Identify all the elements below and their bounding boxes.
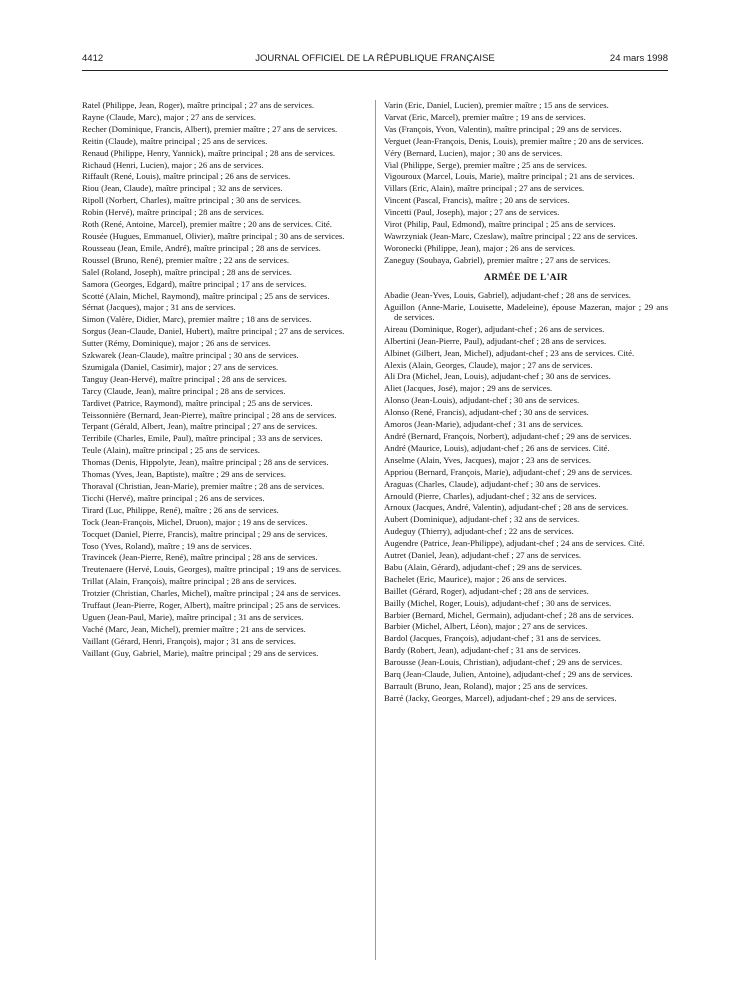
list-item: Ripoll (Norbert, Charles), maître principal ; 30 ans de services. — [82, 195, 302, 206]
list-item: Barrault (Bruno, Jean, Roland), major ; 25 ans de services. — [384, 681, 588, 691]
list-item: Roth (René, Antoine, Marcel), premier maître ; 20 ans de services. Cité. — [82, 219, 332, 230]
column-divider — [375, 100, 376, 960]
list-item: Bailly (Michel, Roger, Louis), adjudant-chef ; 30 ans de services. — [384, 597, 612, 608]
list-item: Rayne (Claude, Marc), major ; 27 ans de services. — [82, 111, 256, 122]
list-item: Ali Dra (Michel, Jean, Louis), adjudant-chef ; 30 ans de services. — [384, 371, 611, 382]
list-item: Riou (Jean, Claude), maître principal ; 32 ans de services. — [82, 183, 283, 194]
list-item: Tocquet (Daniel, Pierre, Francis), maître principal ; 29 ans de services. — [82, 528, 328, 539]
list-item: Teissonnière (Bernard, Jean-Pierre), maître principal ; 28 ans de services. — [82, 409, 337, 420]
list-item: Terpant (Gérald, Albert, Jean), maître principal ; 27 ans de services. — [82, 421, 318, 432]
list-item: Tardivet (Patrice, Raymond), maître principal ; 25 ans de services. — [82, 397, 313, 408]
list-item: Renaud (Philippe, Henry, Yannick), maître principal ; 28 ans de services. — [82, 147, 335, 158]
right-column — [384, 100, 668, 705]
list-item: Varvat (Eric, Marcel), premier maître ; 19 ans de services. — [384, 111, 586, 122]
list-item: Thoraval (Christian, Jean-Marie), premier maître ; 28 ans de services. — [82, 481, 325, 491]
list-item: Tarcy (Claude, Jean), maître principal ; 28 ans de services. — [82, 385, 286, 396]
list-item: Wawrzyniak (Jean-Marc, Czeslaw), maître principal ; 22 ans de services. — [384, 230, 638, 241]
list-item: Salel (Roland, Joseph), maître principal ; 28 ans de services. — [82, 266, 292, 277]
list-item: Autret (Daniel, Jean), adjudant-chef ; 27 ans de services. — [384, 550, 582, 561]
journal-title: JOURNAL OFFICIEL DE LA RÉPUBLIQUE FRANÇAISE — [255, 53, 495, 64]
list-item: Albertini (Jean-Pierre, Paul), adjudant-chef ; 28 ans de services. — [384, 335, 607, 346]
list-item: Vas (François, Yvon, Valentin), maître principal ; 29 ans de services. — [384, 123, 622, 134]
list-item: Vigouroux (Marcel, Louis, Marie), maître principal ; 21 ans de services. — [384, 171, 635, 182]
issue-date: 24 mars 1998 — [609, 53, 668, 64]
list-item: Reitin (Claude), maître principal ; 25 ans de services. — [82, 135, 268, 146]
list-item: Aireau (Dominique, Roger), adjudant-chef ; 26 ans de services. — [384, 323, 605, 334]
list-item: Robin (Hervé), maître principal ; 28 ans de services. — [82, 207, 264, 218]
list-item: Alonso (René, Francis), adjudant-chef ; 30 ans de services. — [384, 407, 589, 418]
list-item: Virot (Philip, Paul, Edmond), maître principal ; 25 ans de services. — [384, 219, 616, 230]
list-item: Recher (Dominique, Francis, Albert), premier maître ; 27 ans de services. — [82, 123, 338, 134]
list-item: Barq (Jean-Claude, Julien, Antoine), adjudant-chef ; 29 ans de services. — [384, 669, 633, 680]
list-item: André (Maurice, Louis), adjudant-chef ; 26 ans de services. Cité. — [384, 442, 610, 453]
list-item: Aubert (Dominique), adjudant-chef ; 32 ans de services. — [384, 514, 580, 525]
list-item: Travincek (Jean-Pierre, René), maître principal ; 28 ans de services. — [82, 552, 318, 563]
list-item: Barbier (Michel, Albert, Léon), major ; 27 ans de services. — [384, 621, 588, 632]
list-item: Trotzier (Christian, Charles, Michel), maître principal ; 24 ans de services. — [82, 588, 341, 599]
list-item: Arnould (Pierre, Charles), adjudant-chef ; 32 ans de services. — [384, 490, 597, 501]
list-item: Rousée (Hugues, Emmanuel, Olivier), maître principal ; 30 ans de services. — [82, 230, 345, 241]
list-item: Babu (Alain, Gérard), adjudant-chef ; 29 ans de services. — [384, 561, 583, 572]
list-item: André (Bernard, François, Norbert), adjudant-chef ; 29 ans de services. — [384, 430, 632, 441]
list-item: Thomas (Yves, Jean, Baptiste), maître ; 29 ans de services. — [82, 469, 286, 480]
list-item: Audeguy (Thierry), adjudant-chef ; 22 ans de services. — [384, 526, 574, 537]
list-item: Sorgus (Jean-Claude, Daniel, Hubert), maître principal ; 27 ans de services. — [82, 326, 345, 337]
list-item: Tirard (Luc, Philippe, René), maître ; 26 ans de services. — [82, 504, 279, 515]
list-item: Sérnat (Jacques), major ; 31 ans de services. — [82, 302, 236, 313]
list-item: Araguas (Charles, Claude), adjudant-chef ; 30 ans de services. — [384, 478, 601, 489]
right-column-bottom-list — [384, 290, 668, 704]
list-item: Verguet (Jean-François, Denis, Louis), premier maître ; 20 ans de services. — [384, 135, 644, 146]
page-number: 4412 — [82, 53, 104, 64]
list-item: Aguillon (Anne-Marie, Louisette, Madeleine), épouse Mazeran, major ; 29 ans de services. — [384, 301, 668, 322]
list-item: Roussel (Bruno, René), premier maître ; 22 ans de services. — [82, 254, 289, 265]
page-header — [82, 53, 668, 69]
list-item: Uguen (Jean-Paul, Marie), maître principal ; 31 ans de services. — [82, 611, 304, 622]
list-item: Alexis (Alain, Georges, Claude), major ; 27 ans de services. — [384, 359, 593, 370]
list-item: Thomas (Denis, Hippolyte, Jean), maître principal ; 28 ans de services. — [82, 457, 329, 468]
list-item: Treutenaere (Hervé, Louis, Georges), maître principal ; 19 ans de services. — [82, 564, 342, 575]
section-title: ARMÉE DE L'AIR — [484, 273, 568, 284]
left-column — [82, 100, 367, 660]
list-item: Vial (Philippe, Serge), premier maître ; 25 ans de services. — [384, 159, 587, 170]
list-item: Barré (Jacky, Georges, Marcel), adjudant-chef ; 29 ans de services. — [384, 692, 617, 703]
list-item: Bardy (Robert, Jean), adjudant-chef ; 31 ans de services. — [384, 645, 581, 656]
list-item: Vincetti (Paul, Joseph), major ; 27 ans de services. — [384, 207, 560, 218]
list-item: Arnoux (Jacques, André, Valentin), adjudant-chef ; 28 ans de services. — [384, 502, 629, 513]
list-item: Szkwarek (Jean-Claude), maître principal ; 30 ans de services. — [82, 350, 299, 361]
list-item: Richaud (Henri, Lucien), major ; 26 ans de services. — [82, 159, 264, 170]
list-item: Scotté (Alain, Michel, Raymond), maître principal ; 25 ans de services. — [82, 290, 330, 301]
list-item: Trillat (Alain, François), maître principal ; 28 ans de services. — [82, 576, 297, 587]
list-item: Vaillant (Gérard, Henri, François), major ; 31 ans de services. — [82, 635, 296, 646]
list-item: Truffaut (Jean-Pierre, Roger, Albert), maître principal ; 25 ans de services. — [82, 600, 341, 611]
list-item: Simon (Valère, Didier, Marc), premier maître ; 18 ans de services. — [82, 314, 312, 325]
list-item: Terribile (Charles, Emile, Paul), maître principal ; 33 ans de services. — [82, 433, 323, 444]
list-item: Véry (Bernard, Lucien), major ; 30 ans de services. — [384, 147, 563, 158]
list-item: Aliet (Jacques, José), major ; 29 ans de services. — [384, 383, 553, 394]
list-item: Ticchi (Hervé), maître principal ; 26 ans de services. — [82, 492, 265, 503]
list-item: Woronecki (Philippe, Jean), major ; 26 ans de services. — [384, 242, 576, 253]
list-item: Zaneguy (Soubaya, Gabriel), premier maître ; 27 ans de services. — [384, 254, 611, 265]
list-item: Vaché (Marc, Jean, Michel), premier maître ; 21 ans de services. — [82, 623, 306, 634]
list-item: Varin (Eric, Daniel, Lucien), premier maître ; 15 ans de services. — [384, 100, 609, 110]
list-item: Riffault (René, Louis), maître principal ; 26 ans de services. — [82, 171, 291, 182]
list-item: Teule (Alain), maître principal ; 25 ans de services. — [82, 445, 260, 456]
list-item: Appriou (Bernard, François, Marie), adjudant-chef ; 29 ans de services. — [384, 466, 633, 477]
list-item: Alonso (Jean-Louis), adjudant-chef ; 30 ans de services. — [384, 395, 580, 406]
right-column-top-list — [384, 100, 668, 265]
list-item: Anselme (Alain, Yves, Jacques), major ; 23 ans de services. — [384, 454, 592, 465]
list-item: Ratel (Philippe, Jean, Roger), maître principal ; 27 ans de services. — [82, 100, 315, 110]
list-item: Barbier (Bernard, Michel, Germain), adjudant-chef ; 28 ans de services. — [384, 609, 634, 620]
list-item: Tock (Jean-François, Michel, Druon), major ; 19 ans de services. — [82, 516, 308, 527]
list-item: Bardol (Jacques, François), adjudant-chef ; 31 ans de services. — [384, 633, 601, 644]
list-item: Amoros (Jean-Marie), adjudant-chef ; 31 ans de services. — [384, 419, 584, 430]
list-item: Rousseau (Jean, Emile, André), maître principal ; 28 ans de services. — [82, 242, 321, 253]
list-item: Bachelet (Eric, Maurice), major ; 26 ans de services. — [384, 573, 567, 584]
list-item: Villars (Eric, Alain), maître principal ; 27 ans de services. — [384, 183, 585, 194]
list-item: Toso (Yves, Roland), maître ; 19 ans de services. — [82, 540, 252, 551]
list-item: Sutter (Rémy, Dominique), major ; 26 ans de services. — [82, 338, 271, 349]
list-item: Augendre (Patrice, Jean-Philippe), adjudant-chef ; 24 ans de services. Cité. — [384, 538, 645, 549]
list-item: Samora (Georges, Edgard), maître principal ; 17 ans de services. — [82, 278, 307, 289]
list-item: Vincent (Pascal, Francis), maître ; 20 ans de services. — [384, 195, 570, 206]
list-item: Barousse (Jean-Louis, Christian), adjudant-chef ; 29 ans de services. — [384, 657, 623, 668]
list-item: Albinet (Gilbert, Jean, Michel), adjudant-chef ; 23 ans de services. Cité. — [384, 347, 635, 358]
header-rule — [82, 70, 668, 71]
list-item: Szumigala (Daniel, Casimir), major ; 27 ans de services. — [82, 361, 279, 372]
list-item: Tanguy (Jean-Hervé), maître principal ; 28 ans de services. — [82, 373, 287, 384]
list-item: Baillet (Gérard, Roger), adjudant-chef ; 28 ans de services. — [384, 585, 589, 596]
list-item: Vaillant (Guy, Gabriel, Marie), maître principal ; 29 ans de services. — [82, 647, 319, 658]
list-item: Abadie (Jean-Yves, Louis, Gabriel), adjudant-chef ; 28 ans de services. — [384, 289, 631, 300]
